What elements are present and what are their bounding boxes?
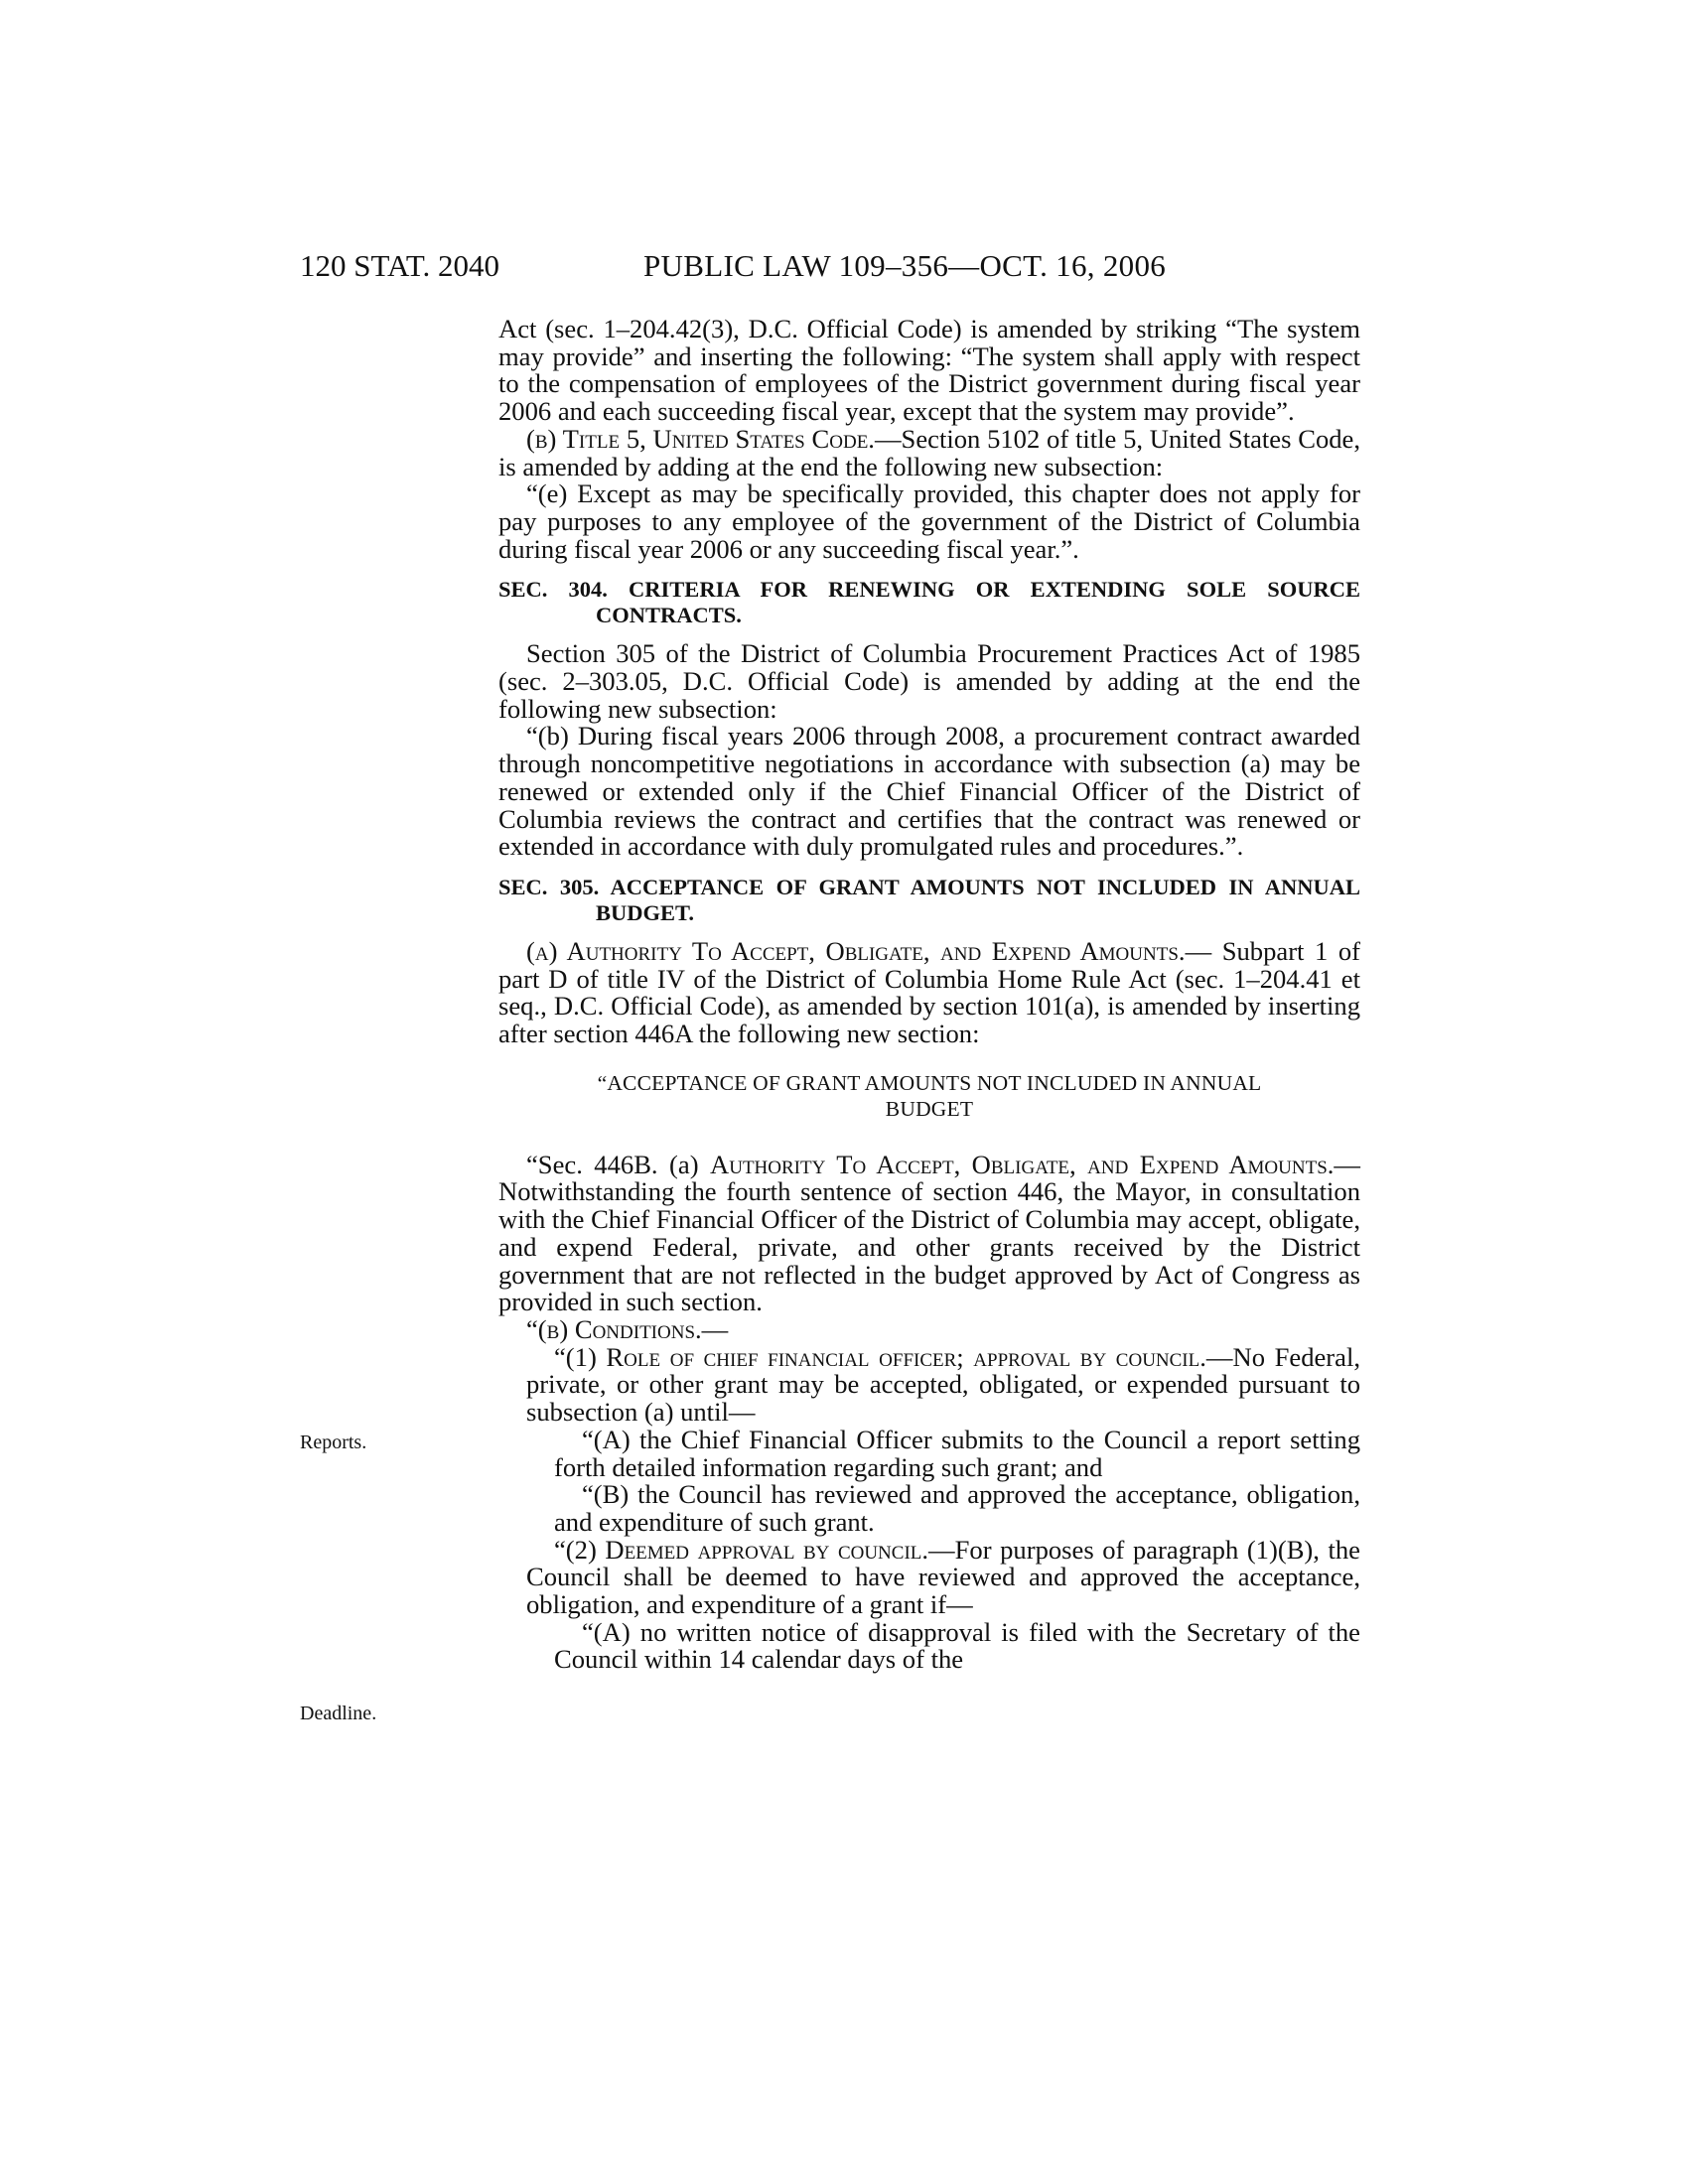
paragraph-heading: “(2) Deemed approval by council. [554,1534,929,1565]
inserted-section-heading: “ACCEPTANCE OF GRANT AMOUNTS NOT INCLUDED IN ANNUAL BUDGET [597,1070,1262,1121]
paragraph-text: —No Federal, private, or other grant may be accepted, obligated, or expended pursuant to subsection (a) until— [526,1341,1360,1428]
subsection-conditions: “(b) Conditions.— [526,1313,729,1344]
subparagraph-a-notice: “(A) no written notice of disapproval is filed with the Secretary of the Council within 14 calendar days of the [554,1616,1360,1675]
quoted-subsection-b: “(b) During fiscal years 2006 through 2008, a procurement contract awarded through noncompetitive negotiations in accordance with subsection (a) may be renewed or extended only if the Chief Financial Officer of the District of Columbia reviews the contract and certifies that the contract was renewed or extended in accordance with duly promulgated rules and procedures.”. [498,721,1360,862]
subparagraph-a-report: “(A) the Chief Financial Officer submits to the Council a report setting forth detailed information regarding such grant; and [554,1424,1360,1482]
subsection-heading: Authority To Accept, Obligate, and Expend Amounts. [710,1149,1335,1179]
paragraph-text: —For purposes of paragraph (1)(B), the Council shall be deemed to have reviewed and approved the acceptance, obligation, and expenditure of a grant if— [526,1534,1360,1620]
margin-note-deadline: Deadline. [300,1703,377,1724]
subparagraphs-2 [498,1616,1360,1675]
stat-page-number: 120 STAT. 2040 [300,248,500,283]
page-header [0,248,1688,288]
section-304-heading: SEC. 304. CRITERIA FOR RENEWING OR EXTENDING SOLE SOURCE CONTRACTS. [498,577,1360,628]
paragraph-title5 [498,423,1360,481]
paragraph-deemed-approval [498,1534,1360,1620]
paragraph-heading: “(1) Role of chief financial officer; approval by council. [554,1341,1206,1372]
quoted-subsection-e: “(e) Except as may be specifically provided, this chapter does not apply for pay purposes to any employee of the government of the District of Columbia during fiscal year 2006 or any succeeding fiscal year.”. [498,478,1360,564]
section-number: “Sec. 446B. (a) [526,1149,711,1179]
subsection-text: —Section 5102 of title 5, United States Code, is amended by adding at the end the following new subsection: [498,423,1360,481]
section-305-heading: SEC. 305. ACCEPTANCE OF GRANT AMOUNTS NOT INCLUDED IN ANNUAL BUDGET. [498,874,1360,925]
subsection-heading: (a) Authority To Accept, Obligate, and Expend Amounts. [526,935,1186,966]
subsection-heading: (b) Title 5, United States Code. [526,423,875,454]
paragraph-continuation: Act (sec. 1–204.42(3), D.C. Official Code) is amended by striking “The system may provide” and inserting the following: “The system shall apply with respect to the compensation of employees of the District government during fiscal year 2006 and each succeeding fiscal year, except that the system may provide”. [498,314,1360,427]
subsection-text: —Notwithstanding the fourth sentence of section 446, the Mayor, in consultation with the Chief Financial Officer of the District of Columbia may accept, obligate, and expend Federal, private, and other grants received by the District government that are not reflected in the budget approved by Act of Congress as provided in such section. [498,1149,1360,1317]
subparagraphs-1 [498,1424,1360,1537]
paragraph-sec446b [498,1149,1360,1317]
body-text [498,316,1360,1674]
public-law-citation: PUBLIC LAW 109–356—OCT. 16, 2006 [643,248,1167,283]
paragraph-role-cfo [498,1341,1360,1428]
subparagraph-b-approval: “(B) the Council has reviewed and approved the acceptance, obligation, and expenditure of such grant. [554,1479,1360,1537]
subsection-text: — Subpart 1 of part D of title IV of the District of Columbia Home Rule Act (sec. 1–204.41 et seq., D.C. Official Code), as amended by section 101(a), is amended by inserting after section 446A the following new section: [498,935,1361,1049]
paragraph-sec305a [498,935,1361,1049]
paragraph-sec304: Section 305 of the District of Columbia Procurement Practices Act of 1985 (sec. 2–303.05, D.C. Official Code) is amended by adding at the end the following new subsection: [498,638,1360,724]
margin-note-reports: Reports. [300,1432,367,1453]
